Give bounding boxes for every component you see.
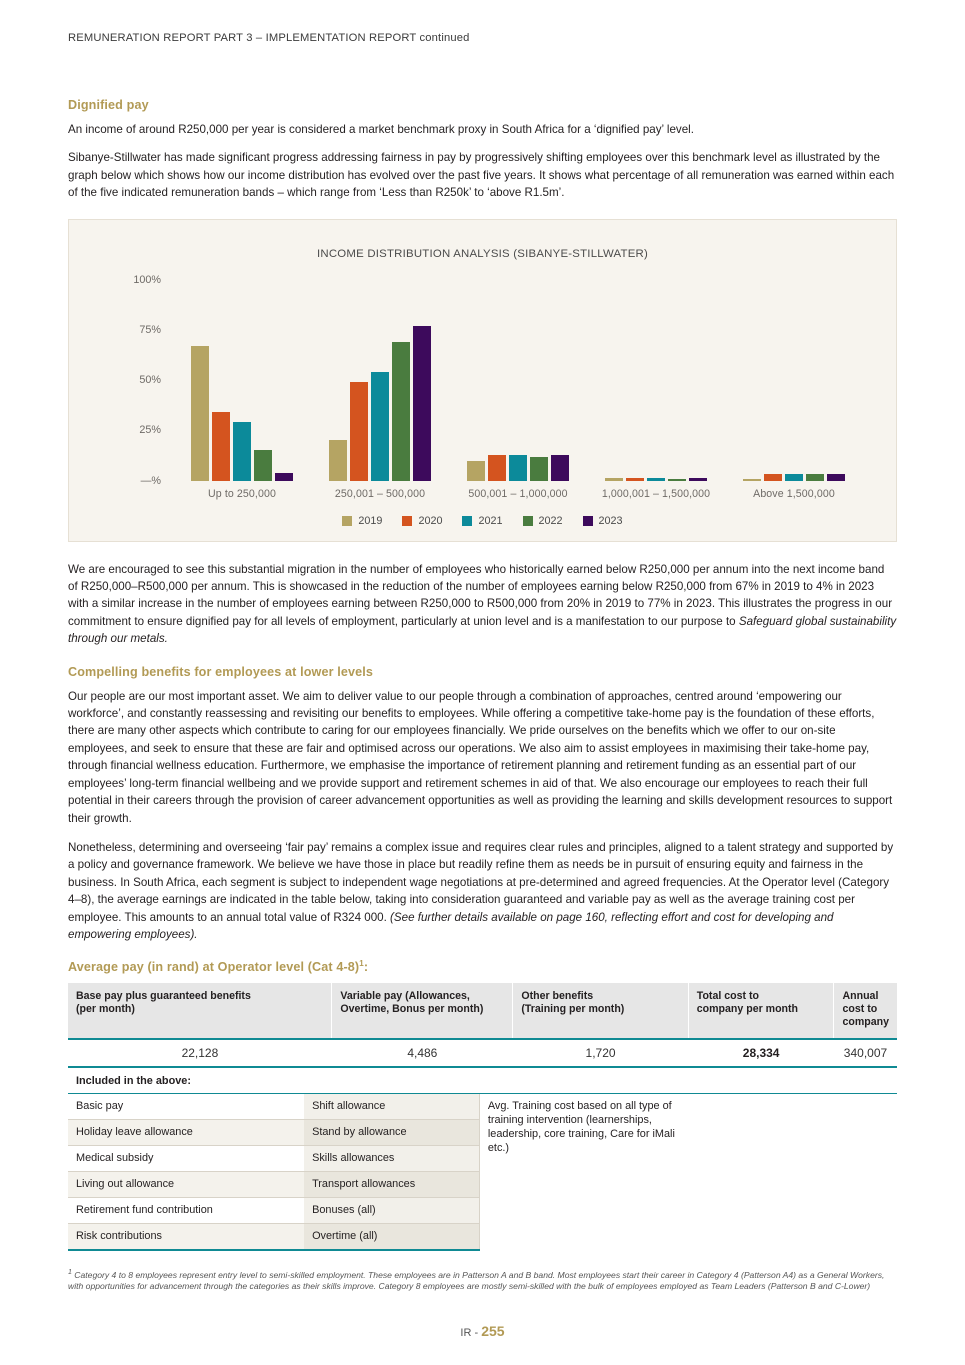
chart-legend-item[interactable] <box>523 515 563 527</box>
chart-legend-swatch <box>402 516 412 526</box>
pay-table-value-3: 28,334 <box>688 1039 834 1067</box>
chart-bar <box>467 461 485 481</box>
pay-table-col-2-line1: Other benefits <box>521 989 594 1002</box>
folio-number: 255 <box>481 1323 505 1339</box>
chart-legend-label: 2022 <box>538 514 563 527</box>
chart-title: INCOME DISTRIBUTION ANALYSIS (SIBANYE-STILLWATER) <box>317 247 648 260</box>
pay-table-heading-superscript: 1 <box>359 959 364 969</box>
chart-legend-item[interactable] <box>402 515 442 527</box>
chart-bar-groups <box>173 280 863 481</box>
chart-bar <box>530 457 548 481</box>
chart-y-tick: 100% <box>133 273 161 286</box>
chart-bar <box>212 412 230 480</box>
included-items-body <box>68 1094 688 1250</box>
dignified-pay-paragraph-3-italic: Safeguard global sustainability through our metals. <box>68 614 897 646</box>
chart-bar <box>392 342 410 481</box>
included-item-guaranteed: Medical subsidy <box>68 1145 304 1171</box>
pay-table-col-4-line1: Annual cost to <box>842 989 879 1015</box>
included-item-guaranteed: Living out allowance <box>68 1171 304 1197</box>
chart-y-tick: 75% <box>139 323 161 336</box>
dignified-pay-paragraph-3-text: We are encouraged to see this substantial migration in the number of employees who historically earned below R250,000 per annum into the next income band of R250,000–R500,000 per annum. This is showcased in the reduction of the number of employees earning below R250,000 from 67% in 2019 to 4% in 2023 with a similar increase in the number of employees earning between R250,000 to R500,000 from 20% in 2019 to 77% in 2023. This illustrates the progress in our commitment to ensure dignified pay for all levels of employment, particularly at union level and is a manifestation to our purpose to <box>68 562 893 628</box>
income-distribution-chart <box>68 219 897 542</box>
folio-prefix: IR - <box>460 1327 482 1339</box>
included-items-row <box>68 1094 688 1120</box>
chart-bar <box>488 455 506 481</box>
included-item-guaranteed: Holiday leave allowance <box>68 1119 304 1145</box>
chart-x-label: 500,001 – 1,000,000 <box>468 487 568 500</box>
pay-table-heading-colon: : <box>363 960 369 975</box>
dignified-pay-paragraph-3 <box>68 561 897 648</box>
pay-table-value-1: 4,486 <box>332 1039 513 1067</box>
footnote-marker: 1 <box>68 1268 72 1276</box>
chart-bar <box>509 455 527 481</box>
chart-bar <box>233 422 251 480</box>
chart-x-label: Up to 250,000 <box>208 487 276 500</box>
chart-bar-group <box>587 280 725 481</box>
chart-legend-swatch <box>583 516 593 526</box>
pay-table-col-1-line1: Variable pay (Allowances, <box>340 989 470 1002</box>
chart-plot-area <box>133 273 863 487</box>
pay-table-value-0: 22,128 <box>68 1039 332 1067</box>
chart-bar <box>827 474 845 481</box>
chart-legend-item[interactable] <box>342 515 382 527</box>
pay-table-col-0-line1: Base pay plus guaranteed benefits <box>76 989 251 1002</box>
chart-bar <box>275 473 293 481</box>
pay-table-col-2-line2: (Training per month) <box>521 1002 625 1015</box>
compelling-benefits-paragraph-1: Our people are our most important asset. We aim to deliver value to our people through a combination of approaches, centred around ‘empowering our workforce’, and constantly reassessing and revisiting our benefits to employees. While offering a competitive take-home pay is the foundation of these efforts, there are many other aspects which contribute to caring for our employees financially. We pride ourselves on the benefits which we offer to our on-site employees, and seek to ensure that these are fair and optimised across our operations. We also aim to assist employees in maximising their take-home pay, through financial wellness education. Furthermore, we emphasise the importance of retirement planning and retirement funding as an essential part of our employees’ long-term financial wellbeing and we provide support and retirement schemes in aid of that. We also encourage our employees to reach their full potential in their careers through the provision of career advancement opportunities as well as providing the learning and skills development resources to support their growth. <box>68 689 893 825</box>
chart-bar-group <box>311 280 449 481</box>
included-item-guaranteed: Basic pay <box>68 1094 304 1120</box>
chart-y-tick: —% <box>140 474 161 487</box>
pay-table-col-0 <box>68 983 332 1039</box>
included-item-guaranteed: Risk contributions <box>68 1223 304 1250</box>
pay-table-col-2 <box>513 983 688 1039</box>
chart-x-label: 1,000,001 – 1,500,000 <box>601 487 711 500</box>
chart-bar <box>668 479 686 481</box>
pay-table-included-row <box>68 1067 897 1094</box>
pay-table-col-1-line2: Overtime, Bonus per month) <box>340 1002 484 1015</box>
pay-table-value-4: 340,007 <box>834 1039 897 1067</box>
chart-legend-label: 2020 <box>418 514 443 527</box>
section-heading-dignified-pay: Dignified pay <box>68 98 149 112</box>
pay-table-header-row <box>68 983 897 1039</box>
section-heading-compelling-benefits: Compelling benefits for employees at lower levels <box>68 664 374 679</box>
chart-bar-group <box>449 280 587 481</box>
chart-legend-item[interactable] <box>583 515 623 527</box>
included-item-variable: Transport allowances <box>304 1171 479 1197</box>
chart-bar <box>350 382 368 480</box>
chart-bar <box>413 326 431 481</box>
pay-table-col-1 <box>332 983 513 1039</box>
pay-table-col-0-line2: (per month) <box>76 1002 135 1015</box>
chart-bar <box>551 455 569 481</box>
pay-table-col-4 <box>834 983 897 1039</box>
chart-legend-swatch <box>462 516 472 526</box>
chart-legend <box>69 515 896 527</box>
compelling-benefits-paragraph-2-italic: (See further details available on page 160, reflecting effort and cost for developing and empowering employees). <box>68 910 834 941</box>
pay-table-header <box>68 983 897 1039</box>
included-items-table <box>68 1094 688 1251</box>
training-cost-note: Avg. Training cost based on all type of training intervention (learnerships, leadership, core training, Care for iMali etc.) <box>479 1094 688 1250</box>
pay-table-heading-text: Average pay (in rand) at Operator level (Cat 4-8) <box>68 960 360 975</box>
chart-legend-swatch <box>523 516 533 526</box>
chart-x-label: 250,001 – 500,000 <box>334 487 426 500</box>
chart-bar <box>764 474 782 481</box>
included-item-variable: Overtime (all) <box>304 1223 479 1250</box>
chart-bar <box>254 450 272 480</box>
chart-y-tick: 50% <box>139 374 161 387</box>
chart-legend-item[interactable] <box>462 515 502 527</box>
chart-legend-label: 2019 <box>358 514 383 527</box>
average-pay-table <box>68 983 897 1094</box>
pay-table-body <box>68 1039 897 1094</box>
chart-bar <box>785 474 803 481</box>
pay-table-value-2: 1,720 <box>513 1039 688 1067</box>
chart-bar <box>605 478 623 481</box>
pay-table-heading <box>68 959 897 974</box>
chart-y-tick: 25% <box>139 424 161 437</box>
chart-bar <box>806 474 824 481</box>
page-folio <box>0 1323 965 1339</box>
chart-bar <box>191 346 209 481</box>
footnote <box>68 1267 897 1293</box>
pay-table-col-3-line1: Total cost to <box>696 989 759 1002</box>
chart-bar <box>626 478 644 481</box>
included-item-guaranteed: Retirement fund contribution <box>68 1197 304 1223</box>
chart-legend-label: 2023 <box>598 514 623 527</box>
chart-bar-group <box>725 280 863 481</box>
pay-table-col-4-line2: company <box>842 1015 889 1028</box>
included-item-variable: Bonuses (all) <box>304 1197 479 1223</box>
chart-bar-group <box>173 280 311 481</box>
chart-bar <box>329 440 347 480</box>
pay-table-values-row <box>68 1039 897 1067</box>
included-item-variable: Skills allowances <box>304 1145 479 1171</box>
pay-table-included-label: Included in the above: <box>68 1067 897 1094</box>
dignified-pay-paragraph-2: Sibanye-Stillwater has made significant progress addressing fairness in pay by progressively shifting employees over this benchmark level as illustrated by the graph below which shows how our income distribution has evolved over the past five years. It shows what percentage of all remuneration was earned within each of the five indicated remuneration bands – which range from ‘Less than R250k’ to ‘above R1.5m’. <box>68 151 895 200</box>
chart-x-axis-labels <box>173 488 863 500</box>
compelling-benefits-paragraph-2 <box>68 839 897 943</box>
running-header: REMUNERATION REPORT PART 3 – IMPLEMENTATION REPORT continued <box>68 32 470 44</box>
included-item-variable: Stand by allowance <box>304 1119 479 1145</box>
chart-x-label: Above 1,500,000 <box>753 487 835 500</box>
pay-table-col-3-line2: company per month <box>696 1002 799 1015</box>
footnote-text: Category 4 to 8 employees represent entry level to semi-skilled employment. These employees are in Patterson A and B band. Most employees start their career in Category 4 (Patterson A4) as a General Workers, with opportunities for advancement through the categories as their skills improve. Category 8 employees are mostly semi-skilled with the bulk of employees employed as Team Leaders (Patterson B and C-Lower) <box>68 1269 885 1291</box>
chart-bar <box>743 479 761 481</box>
chart-legend-label: 2021 <box>478 514 503 527</box>
included-item-variable: Shift allowance <box>304 1094 479 1120</box>
chart-legend-swatch <box>342 516 352 526</box>
pay-table-col-3 <box>688 983 834 1039</box>
chart-bar <box>647 478 665 481</box>
dignified-pay-paragraph-1: An income of around R250,000 per year is considered a market benchmark proxy in South Africa for a ‘dignified pay’ level. <box>68 123 694 136</box>
compelling-benefits-paragraph-2-text: Nonetheless, determining and overseeing ‘fair pay’ remains a complex issue and requires clear rules and principles, aligned to a talent strategy and supported by a policy and governance framework. We believe we have those in place but readily refine them as needs be in pursuit of ensuring equity and fairness in the business. In South Africa, each segment is subject to independent wage negotiations at pre-determined and agreed frequencies. At the Operator level (Category 4–8), the average earnings are indicated in the table below, taking into consideration guaranteed and variable pay as well as the average training cost per employee. This amounts to an annual total value of R324 000. <box>68 840 894 924</box>
chart-bar <box>689 478 707 481</box>
chart-bar <box>371 372 389 481</box>
